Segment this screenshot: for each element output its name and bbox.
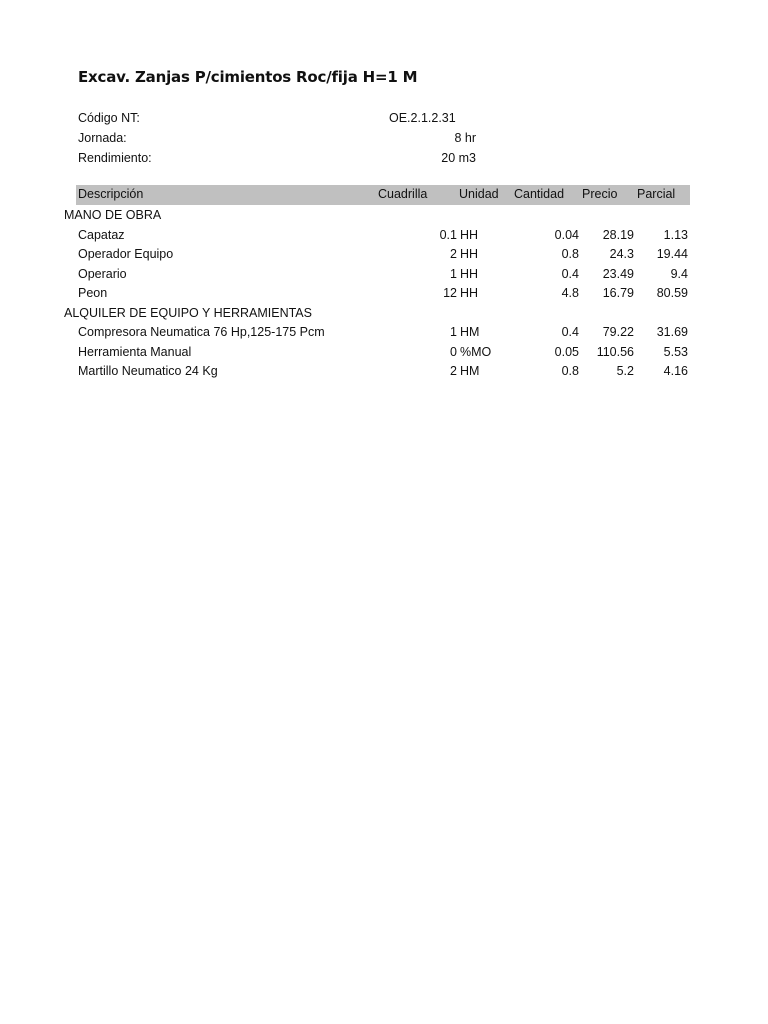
row-cuadrilla: 2: [450, 247, 457, 261]
row-unidad: HH: [460, 286, 479, 300]
row-descripcion: Operador Equipo: [78, 247, 174, 261]
row-cuadrilla: 12: [443, 286, 457, 300]
row-descripcion: Martillo Neumatico 24 Kg: [78, 364, 218, 378]
row-precio: 23.49: [602, 267, 634, 281]
section-title: MANO DE OBRA: [64, 208, 162, 222]
codigo-value: OE.2.1.2.31: [389, 111, 456, 125]
row-unidad: HM: [460, 364, 480, 378]
row-descripcion: Peon: [78, 286, 108, 300]
header-precio: Precio: [582, 187, 618, 201]
row-cantidad: 0.8: [561, 364, 579, 378]
row-parcial: 19.44: [656, 247, 688, 261]
row-unidad: HH: [460, 228, 479, 242]
row-parcial: 80.59: [656, 286, 688, 300]
row-unidad: HH: [460, 247, 479, 261]
row-descripcion: Operario: [78, 267, 127, 281]
row-unidad: %MO: [460, 345, 492, 359]
header-cantidad: Cantidad: [514, 187, 565, 201]
row-cantidad: 4.8: [561, 286, 579, 300]
row-precio: 5.2: [616, 364, 634, 378]
row-cantidad: 0.8: [561, 247, 579, 261]
row-unidad: HH: [460, 267, 479, 281]
row-precio: 28.19: [602, 228, 634, 242]
row-cantidad: 0.4: [561, 267, 579, 281]
rendimiento-value: 20 m3: [441, 151, 476, 165]
row-cuadrilla: 0: [450, 345, 457, 359]
header-parcial: Parcial: [637, 187, 676, 201]
jornada-label: Jornada:: [78, 131, 127, 145]
row-cuadrilla: 1: [450, 325, 457, 339]
row-precio: 16.79: [602, 286, 634, 300]
page-title: Excav. Zanjas P/cimientos Roc/fija H=1 M: [78, 68, 418, 86]
row-cantidad: 0.05: [554, 345, 579, 359]
row-parcial: 5.53: [663, 345, 688, 359]
section-title: ALQUILER DE EQUIPO Y HERRAMIENTAS: [64, 306, 312, 320]
row-descripcion: Compresora Neumatica 76 Hp,125-175 Pcm: [78, 325, 325, 339]
row-cantidad: 0.04: [554, 228, 579, 242]
jornada-value: 8 hr: [454, 131, 476, 145]
row-parcial: 9.4: [670, 267, 688, 281]
rendimiento-label: Rendimiento:: [78, 151, 152, 165]
row-precio: 79.22: [602, 325, 634, 339]
row-cantidad: 0.4: [561, 325, 579, 339]
header-cuadrilla: Cuadrilla: [378, 187, 428, 201]
row-cuadrilla: 2: [450, 364, 457, 378]
row-unidad: HM: [460, 325, 480, 339]
row-descripcion: Capataz: [78, 228, 125, 242]
row-cuadrilla: 1: [450, 267, 457, 281]
row-parcial: 4.16: [663, 364, 688, 378]
row-precio: 110.56: [596, 345, 634, 359]
codigo-label: Código NT:: [78, 111, 140, 125]
row-parcial: 1.13: [663, 228, 688, 242]
header-descripcion: Descripción: [78, 187, 144, 201]
header-unidad: Unidad: [459, 187, 499, 201]
row-cuadrilla: 0.1: [439, 228, 457, 242]
row-parcial: 31.69: [656, 325, 688, 339]
row-descripcion: Herramienta Manual: [78, 345, 192, 359]
row-precio: 24.3: [609, 247, 634, 261]
